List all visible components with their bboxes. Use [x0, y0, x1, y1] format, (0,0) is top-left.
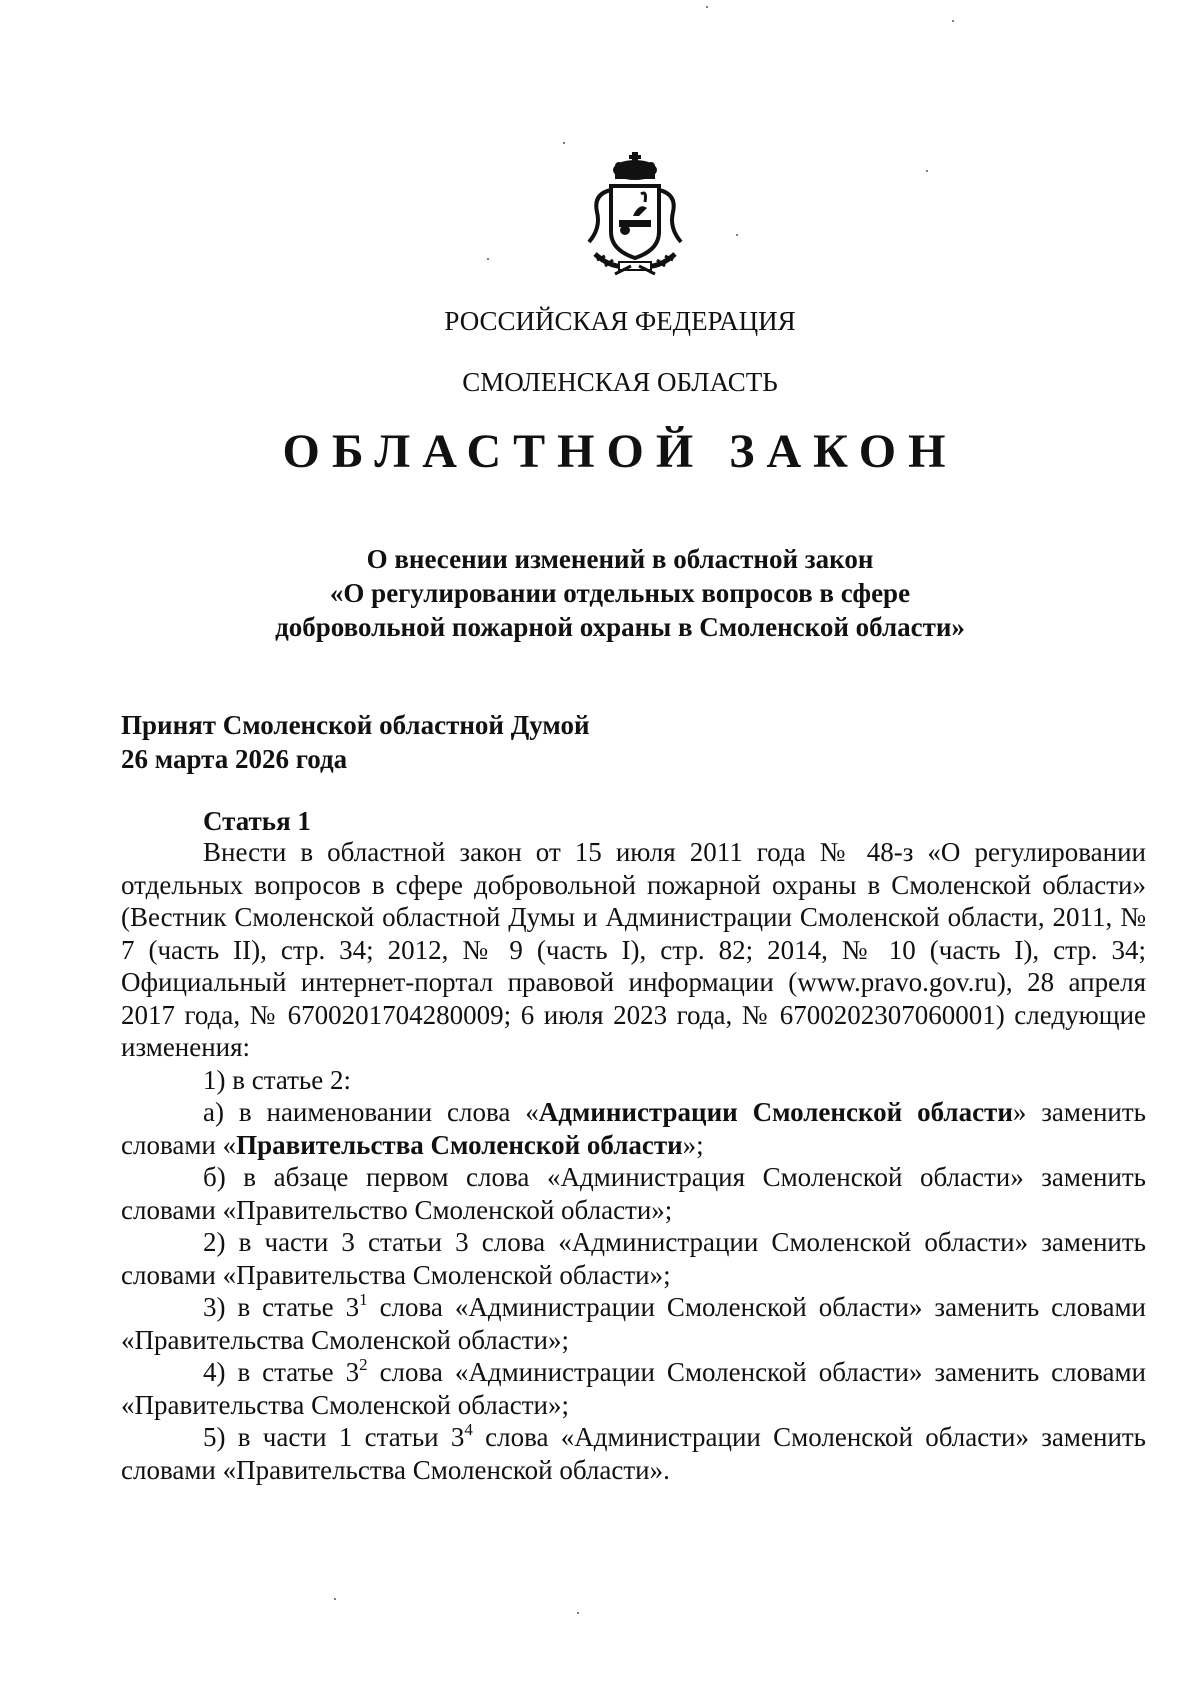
scan-speck — [487, 258, 489, 260]
country-heading: РОССИЙСКАЯ ФЕДЕРАЦИЯ — [444, 306, 796, 336]
scan-speck — [952, 20, 954, 22]
amendment-item-5: 5) в части 1 статьи $3^4$ слова «Администрации Смоленской области» заменить словами «Правительства Смоленской области». — [121, 1420, 1147, 1485]
amendment-item-4: 4) в статье $3^2$ слова «Администрации Смоленской области» заменить словами «Правительства Смоленской области»; — [121, 1355, 1146, 1420]
article-intro: Внести в областной закон от 15 июля 2011 года № 48-з «О регулировании отдельных вопросов в сфере добровольной пожарной охраны в Смоленской области» (Вестник Смоленской областной Думы и Администрации Смоленской области, 2011, № 7 (часть II), стр. 34; 2012, № 9 (часть I), стр. 82; 2014, № 10 (часть I), стр. 34; Официальный интернет-портал правовой информации (www.pravo.gov.ru), 28 апреля 2017 года, № 6700201704280009; 6 июля 2023 года, № 6700202307060001) следующие изменения: — [121, 837, 1146, 1062]
amendment-item-1b: б) в абзаце первом слова «Администрация Смоленской области» заменить словами «Правительство Смоленской области»; — [121, 1162, 1146, 1225]
scan-speck — [736, 234, 738, 236]
adoption-date: 26 марта 2026 года — [121, 744, 348, 774]
law-title-line: О внесении изменений в областной закон — [366, 544, 874, 574]
adopted-by: Принят Смоленской областной Думой — [121, 710, 590, 740]
law-title — [0, 542, 1200, 644]
adoption-info — [121, 708, 590, 776]
scan-speck — [577, 1612, 579, 1614]
amendment-item-3: 3) в статье $3^1$ слова «Администрации Смоленской области» заменить словами «Правительства Смоленской области»; — [121, 1290, 1146, 1355]
amendment-item-2: 2) в части 3 статьи 3 слова «Администрации Смоленской области» заменить словами «Правительства Смоленской области»; — [121, 1227, 1146, 1290]
amendment-item-1a: а) в наименовании слова «Администрации Смоленской области» заменить словами «Правительства Смоленской области»; — [121, 1097, 1146, 1160]
article-body — [121, 836, 1146, 1486]
law-title-line: «О регулировании отдельных вопросов в сфере — [329, 578, 911, 608]
article-heading: Статья 1 — [203, 806, 311, 836]
law-title-line: добровольной пожарной охраны в Смоленской области» — [275, 612, 965, 642]
scan-speck — [563, 142, 565, 144]
document-type-title: ОБЛАСТНОЙ ЗАКОН — [282, 425, 958, 478]
scan-speck — [926, 170, 928, 172]
scan-speck — [706, 6, 708, 8]
scan-speck — [334, 1598, 336, 1600]
region-heading: СМОЛЕНСКАЯ ОБЛАСТЬ — [462, 367, 778, 397]
amendment-item-1: 1) в статье 2: — [203, 1064, 351, 1095]
smolensk-coat-of-arms-icon — [575, 150, 695, 278]
